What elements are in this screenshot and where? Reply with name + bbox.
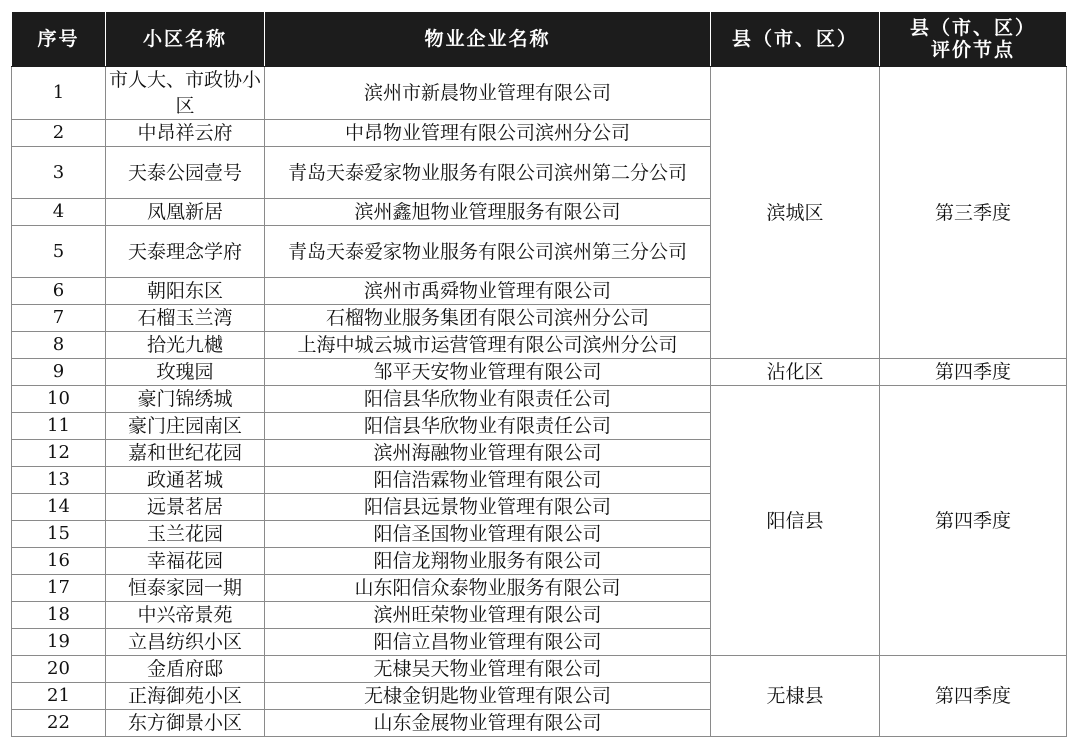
- cell-company: 上海中城云城市运营管理有限公司滨州分公司: [265, 332, 711, 359]
- cell-community: 豪门锦绣城: [106, 386, 265, 413]
- cell-no: 16: [12, 548, 106, 575]
- cell-community: 政通茗城: [106, 467, 265, 494]
- cell-community: 天泰理念学府: [106, 226, 265, 278]
- cell-company: 阳信龙翔物业服务有限公司: [265, 548, 711, 575]
- cell-community: 天泰公园壹号: [106, 147, 265, 199]
- cell-no: 5: [12, 226, 106, 278]
- cell-no: 19: [12, 629, 106, 656]
- cell-no: 11: [12, 413, 106, 440]
- cell-community: 豪门庄园南区: [106, 413, 265, 440]
- cell-company: 阳信县远景物业管理有限公司: [265, 494, 711, 521]
- cell-company: 青岛天泰爱家物业服务有限公司滨州第二分公司: [265, 147, 711, 199]
- cell-company: 无棣吴天物业管理有限公司: [265, 656, 711, 683]
- cell-company: 阳信浩霖物业管理有限公司: [265, 467, 711, 494]
- cell-community: 嘉和世纪花园: [106, 440, 265, 467]
- header-node-line1: 县（市、区）: [909, 17, 1036, 39]
- cell-community: 远景茗居: [106, 494, 265, 521]
- cell-no: 15: [12, 521, 106, 548]
- cell-community: 正海御苑小区: [106, 683, 265, 710]
- table-row: [12, 386, 1067, 413]
- cell-no: 8: [12, 332, 106, 359]
- cell-no: 4: [12, 199, 106, 226]
- cell-evaluation-node: 第三季度: [880, 67, 1067, 359]
- cell-no: 12: [12, 440, 106, 467]
- cell-community: 拾光九樾: [106, 332, 265, 359]
- cell-community: 中兴帝景苑: [106, 602, 265, 629]
- cell-no: 10: [12, 386, 106, 413]
- cell-community: 中昂祥云府: [106, 120, 265, 147]
- cell-company: 山东阳信众泰物业服务有限公司: [265, 575, 711, 602]
- cell-no: 9: [12, 359, 106, 386]
- cell-evaluation-node: 第四季度: [880, 359, 1067, 386]
- cell-community: 市人大、市政协小区: [106, 67, 265, 120]
- cell-company: 阳信县华欣物业有限责任公司: [265, 386, 711, 413]
- community-evaluation-table: [11, 11, 1067, 737]
- cell-company: 滨州市新晨物业管理有限公司: [265, 67, 711, 120]
- cell-no: 6: [12, 278, 106, 305]
- cell-community: 恒泰家园一期: [106, 575, 265, 602]
- cell-company: 滨州鑫旭物业管理服务有限公司: [265, 199, 711, 226]
- table-row: [12, 359, 1067, 386]
- table-row: [12, 67, 1067, 120]
- cell-company: 阳信立昌物业管理有限公司: [265, 629, 711, 656]
- header-company: 物业企业名称: [265, 12, 711, 67]
- cell-company: 滨州旺荣物业管理有限公司: [265, 602, 711, 629]
- cell-community: 立昌纺织小区: [106, 629, 265, 656]
- cell-no: 3: [12, 147, 106, 199]
- cell-company: 石榴物业服务集团有限公司滨州分公司: [265, 305, 711, 332]
- cell-community: 朝阳东区: [106, 278, 265, 305]
- cell-company: 滨州市禹舜物业管理有限公司: [265, 278, 711, 305]
- cell-company: 阳信县华欣物业有限责任公司: [265, 413, 711, 440]
- cell-no: 20: [12, 656, 106, 683]
- cell-company: 邹平天安物业管理有限公司: [265, 359, 711, 386]
- cell-community: 石榴玉兰湾: [106, 305, 265, 332]
- cell-no: 22: [12, 710, 106, 737]
- cell-no: 13: [12, 467, 106, 494]
- cell-no: 7: [12, 305, 106, 332]
- cell-no: 17: [12, 575, 106, 602]
- header-node-line2: 评价节点: [930, 39, 1015, 61]
- cell-evaluation-node: 第四季度: [880, 386, 1067, 656]
- cell-company: 山东金展物业管理有限公司: [265, 710, 711, 737]
- cell-company: 无棣金钥匙物业管理有限公司: [265, 683, 711, 710]
- header-evaluation-node: [880, 12, 1067, 67]
- cell-no: 14: [12, 494, 106, 521]
- cell-no: 21: [12, 683, 106, 710]
- cell-community: 东方御景小区: [106, 710, 265, 737]
- cell-county: 沾化区: [711, 359, 880, 386]
- header-no: 序号: [12, 12, 106, 67]
- cell-county: 无棣县: [711, 656, 880, 737]
- cell-evaluation-node: 第四季度: [880, 656, 1067, 737]
- table-row: [12, 656, 1067, 683]
- cell-company: 青岛天泰爱家物业服务有限公司滨州第三分公司: [265, 226, 711, 278]
- header-community: 小区名称: [106, 12, 265, 67]
- cell-community: 凤凰新居: [106, 199, 265, 226]
- cell-no: 2: [12, 120, 106, 147]
- cell-no: 1: [12, 67, 106, 120]
- cell-company: 中昂物业管理有限公司滨州分公司: [265, 120, 711, 147]
- cell-company: 阳信圣国物业管理有限公司: [265, 521, 711, 548]
- cell-county: 滨城区: [711, 67, 880, 359]
- table-header-row: [12, 12, 1067, 67]
- cell-county: 阳信县: [711, 386, 880, 656]
- cell-community: 金盾府邸: [106, 656, 265, 683]
- cell-community: 幸福花园: [106, 548, 265, 575]
- cell-company: 滨州海融物业管理有限公司: [265, 440, 711, 467]
- cell-community: 玉兰花园: [106, 521, 265, 548]
- cell-community: 玫瑰园: [106, 359, 265, 386]
- header-county: 县（市、区）: [711, 12, 880, 67]
- cell-no: 18: [12, 602, 106, 629]
